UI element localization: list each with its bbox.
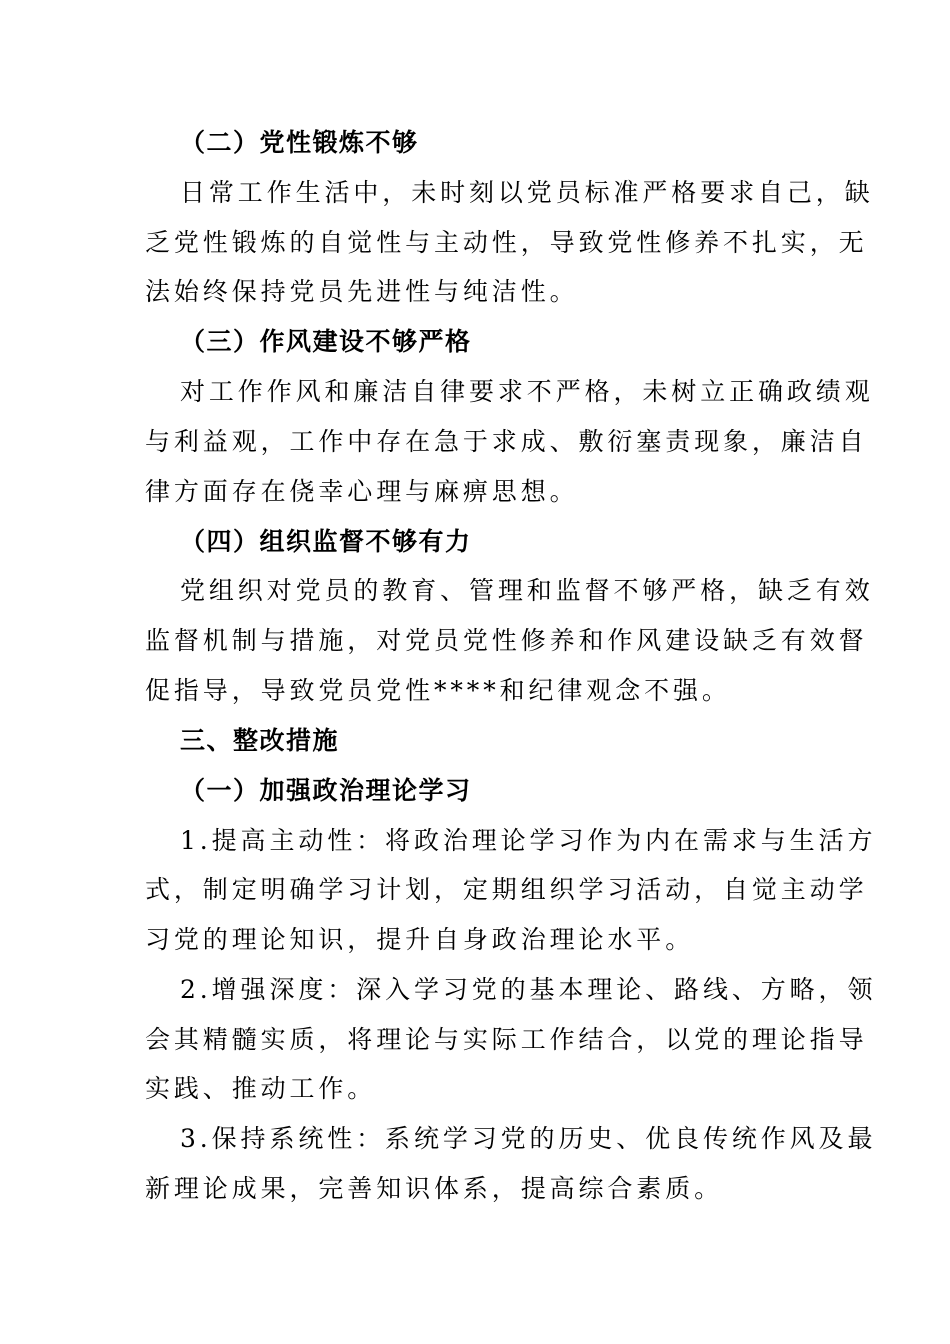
list-item-line: 习党的理论知识，提升自身政治理论水平。 <box>145 925 695 954</box>
paragraph-line: 法始终保持党员先进性与纯洁性。 <box>145 277 579 306</box>
section-heading: （三）作风建设不够严格 <box>180 327 472 356</box>
section-heading: （二）党性锻炼不够 <box>180 128 419 157</box>
major-heading: 三、整改措施 <box>180 726 340 755</box>
section-heading: （四）组织监督不够有力 <box>180 527 472 556</box>
paragraph-line: 日常工作生活中，未时刻以党员标准严格要求自己，缺 <box>180 178 874 207</box>
paragraph-line: 律方面存在侥幸心理与麻痹思想。 <box>145 477 579 506</box>
list-item-line: 3.保持系统性：系统学习党的历史、优良传统作风及最 <box>180 1124 877 1153</box>
list-item-line: 会其精髓实质，将理论与实际工作结合，以党的理论指导 <box>145 1025 868 1054</box>
paragraph-line: 乏党性锻炼的自觉性与主动性，导致党性修养不扎实，无 <box>145 228 868 257</box>
paragraph-line: 监督机制与措施，对党员党性修养和作风建设缺乏有效督 <box>145 626 868 655</box>
paragraph-line: 对工作作风和廉洁自律要求不严格，未树立正确政绩观 <box>180 377 874 406</box>
paragraph-line: 与利益观，工作中存在急于求成、敷衍塞责现象，廉洁自 <box>145 427 868 456</box>
paragraph-line: 党组织对党员的教育、管理和监督不够严格，缺乏有效 <box>180 576 874 605</box>
paragraph-line: 促指导，导致党员党性****和纪律观念不强。 <box>145 676 731 705</box>
list-item-line: 实践、推动工作。 <box>145 1074 377 1103</box>
subsection-heading: （一）加强政治理论学习 <box>180 776 472 805</box>
list-item-line: 2.增强深度：深入学习党的基本理论、路线、方略，领 <box>180 975 877 1004</box>
list-item-line: 1.提高主动性：将政治理论学习作为内在需求与生活方 <box>180 826 877 855</box>
list-item-line: 式，制定明确学习计划，定期组织学习活动，自觉主动学 <box>145 875 868 904</box>
list-item-line: 新理论成果，完善知识体系，提高综合素质。 <box>145 1174 724 1203</box>
